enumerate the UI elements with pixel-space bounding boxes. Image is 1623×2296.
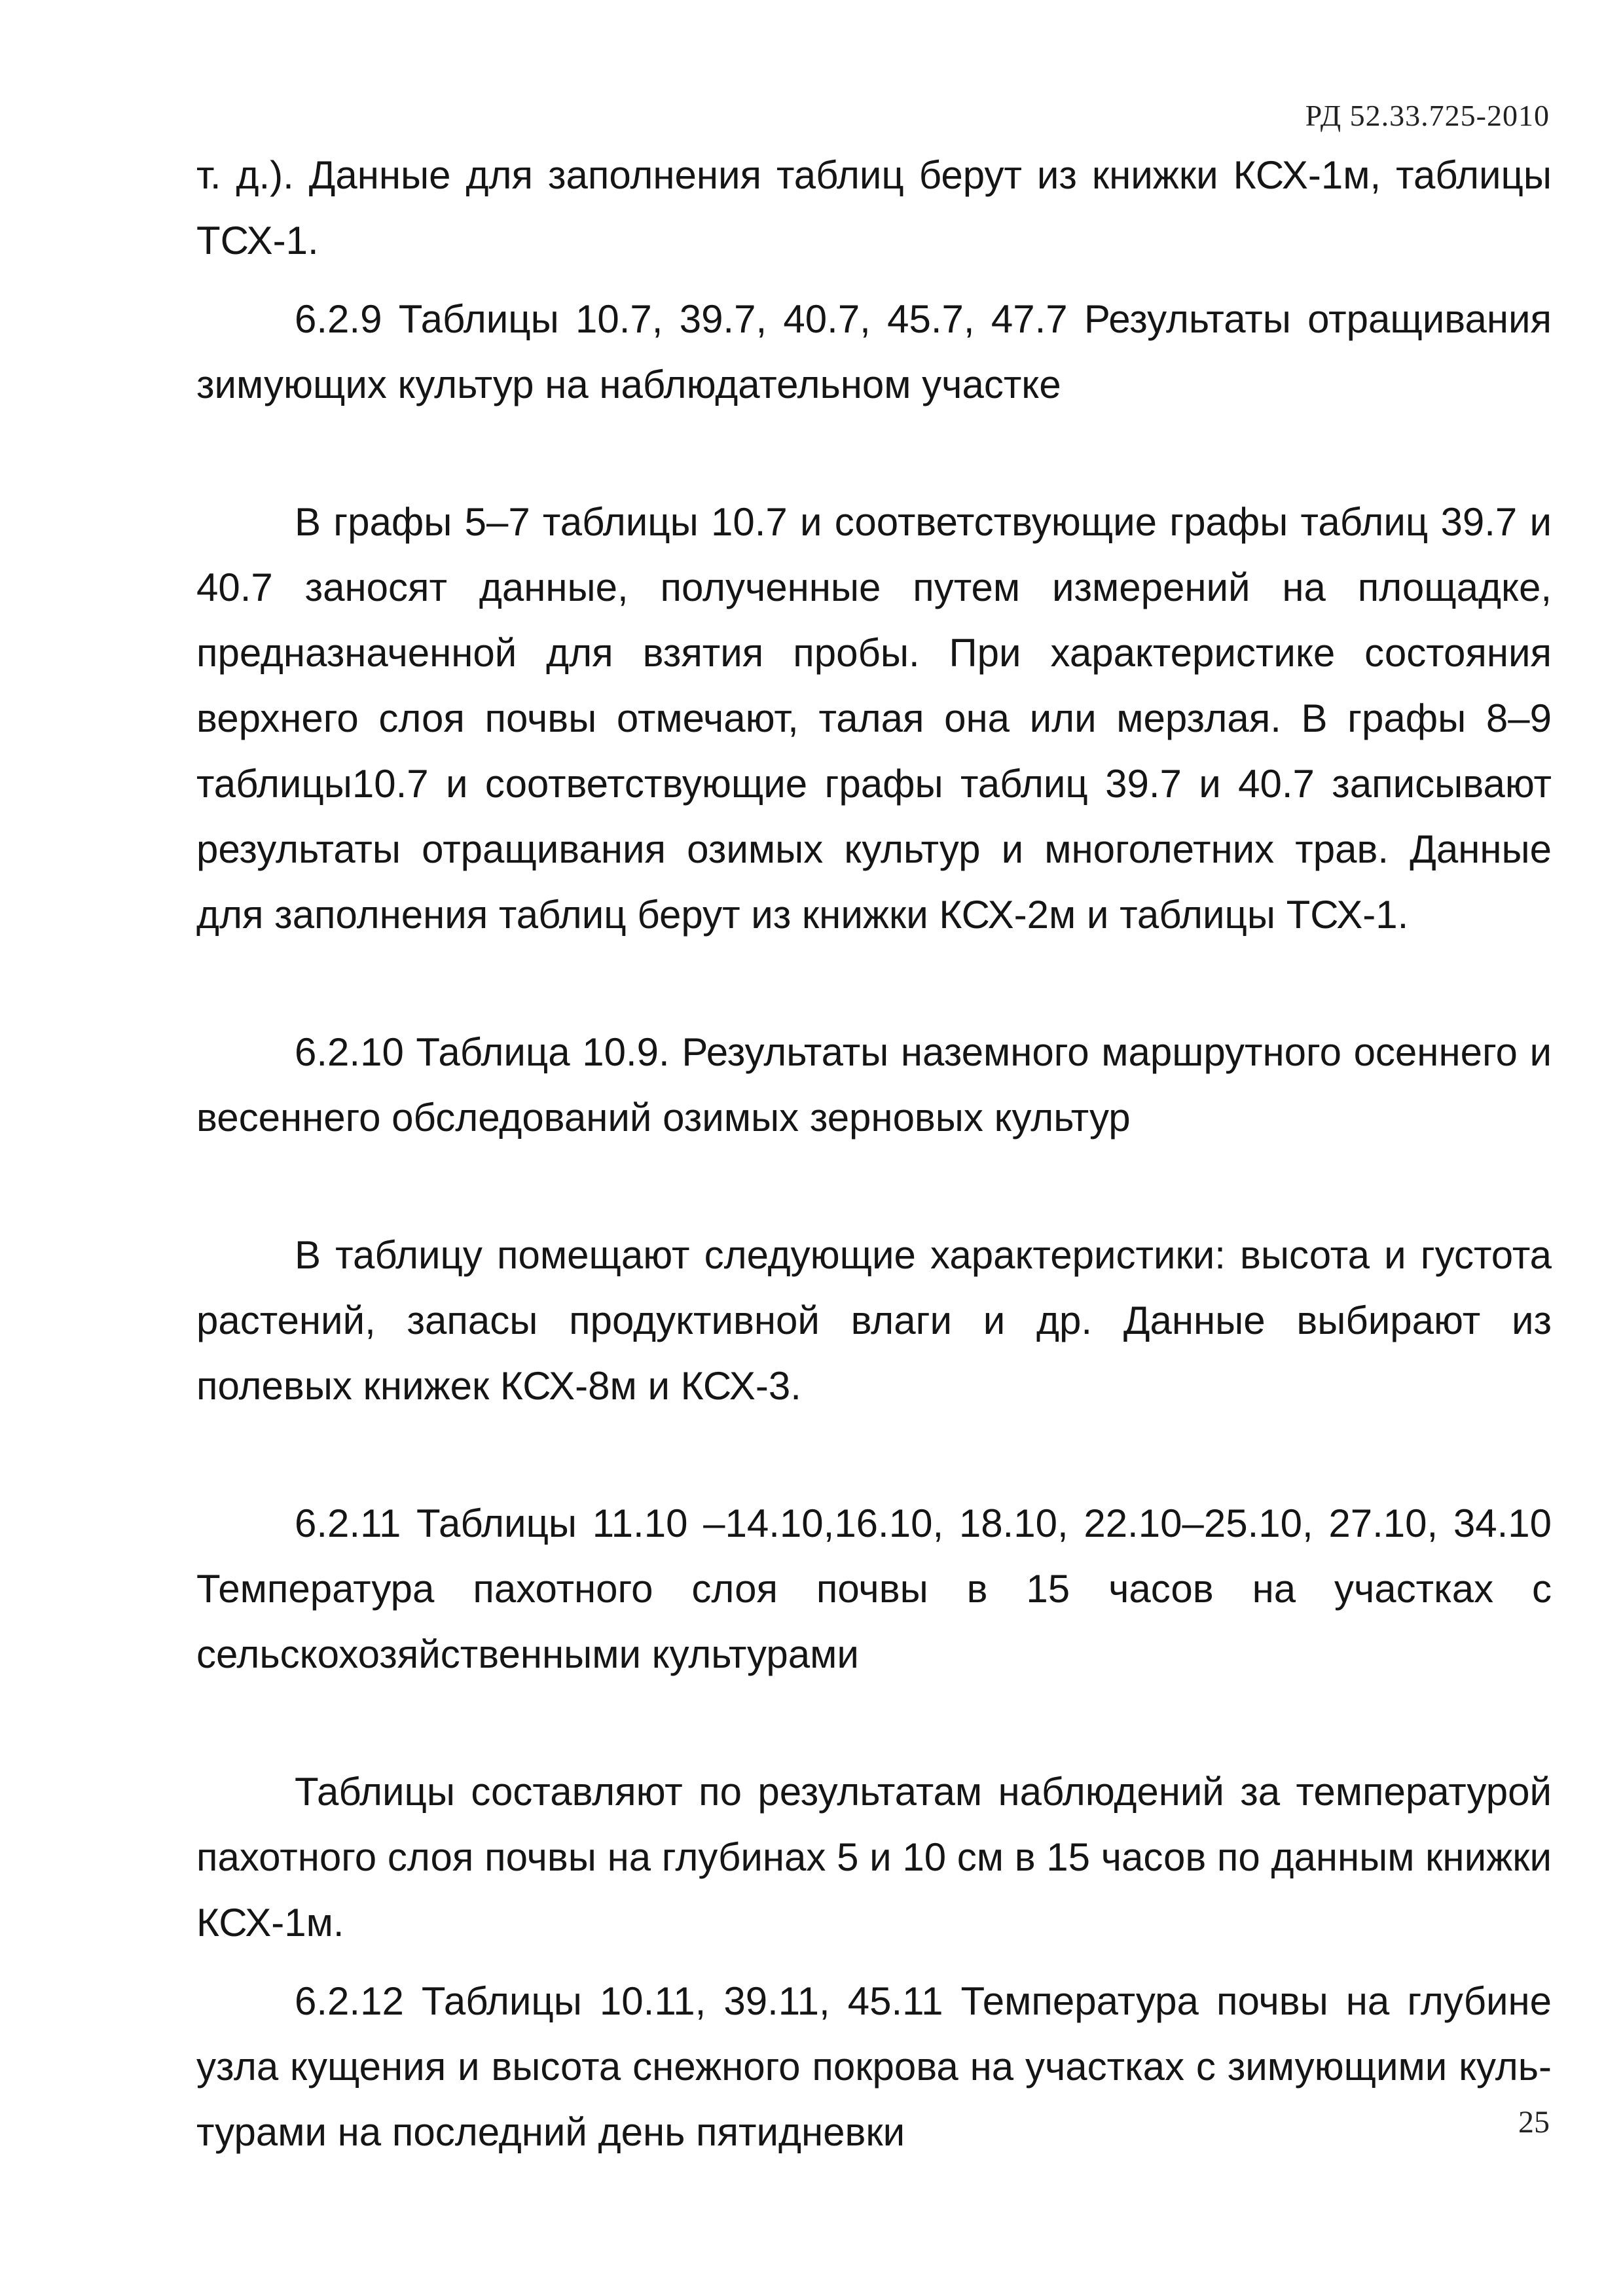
paragraph-intro: т. д.). Данные для заполнения таблиц берут из книжки КСХ-1м, таблицы ТСХ-1. [196, 153, 1552, 262]
page-number: 25 [1518, 2105, 1550, 2140]
section-6-2-11-heading: 6.2.11 Таблицы 11.10 –14.10,16.10, 18.10, 22.10–25.10, 27.10, 34.10 Температура пахотного слоя почвы в 15 часов на участках с сельскохозяйственными культурами [196, 1501, 1552, 1676]
section-6-2-10-text: В таблицу помещают следующие характеристики: высота и густота растений, запасы продуктивной влаги и др. Данные выбирают из полевых книжек КСХ-8м и КСХ-3. [196, 1233, 1552, 1408]
section-6-2-11-text: Таблицы составляют по результатам наблюдений за температурой пахотного слоя почвы на глубинах 5 и 10 см в 15 часов по данным книжки КСХ-1м. [196, 1770, 1552, 1945]
document-body [196, 143, 1552, 2165]
section-6-2-10-heading: 6.2.10 Таблица 10.9. Результаты наземного маршрутного осеннего и весеннего обследований озимых зерновых культур [196, 1030, 1552, 1139]
document-code: РД 52.33.725-2010 [1305, 99, 1550, 132]
section-6-2-9-heading: 6.2.9 Таблицы 10.7, 39.7, 40.7, 45.7, 47.7 Результаты отращивания зимующих культур на наблюдательном участке [196, 297, 1552, 406]
section-6-2-9-text: В графы 5–7 таблицы 10.7 и соответствующие графы таблиц 39.7 и 40.7 заносят данные, полученные путем измерений на площадке, предназначенной для взятия пробы. При характеристике состояния верхнего слоя почвы отмечают, талая она или мерзлая. В графы 8–9 таблицы10.7 и соответствующие графы таблиц 39.7 и 40.7 записывают результаты отращивания озимых культур и многолетних трав. Данные для заполнения таблиц берут из книжки КСХ-2м и таблицы ТСХ-1. [196, 500, 1552, 937]
section-6-2-12-heading: 6.2.12 Таблицы 10.11, 39.11, 45.11 Температура почвы на глубине узла кущения и высота снежного покрова на участках с зимующими культурами на последний день пятидневки [196, 1979, 1552, 2154]
